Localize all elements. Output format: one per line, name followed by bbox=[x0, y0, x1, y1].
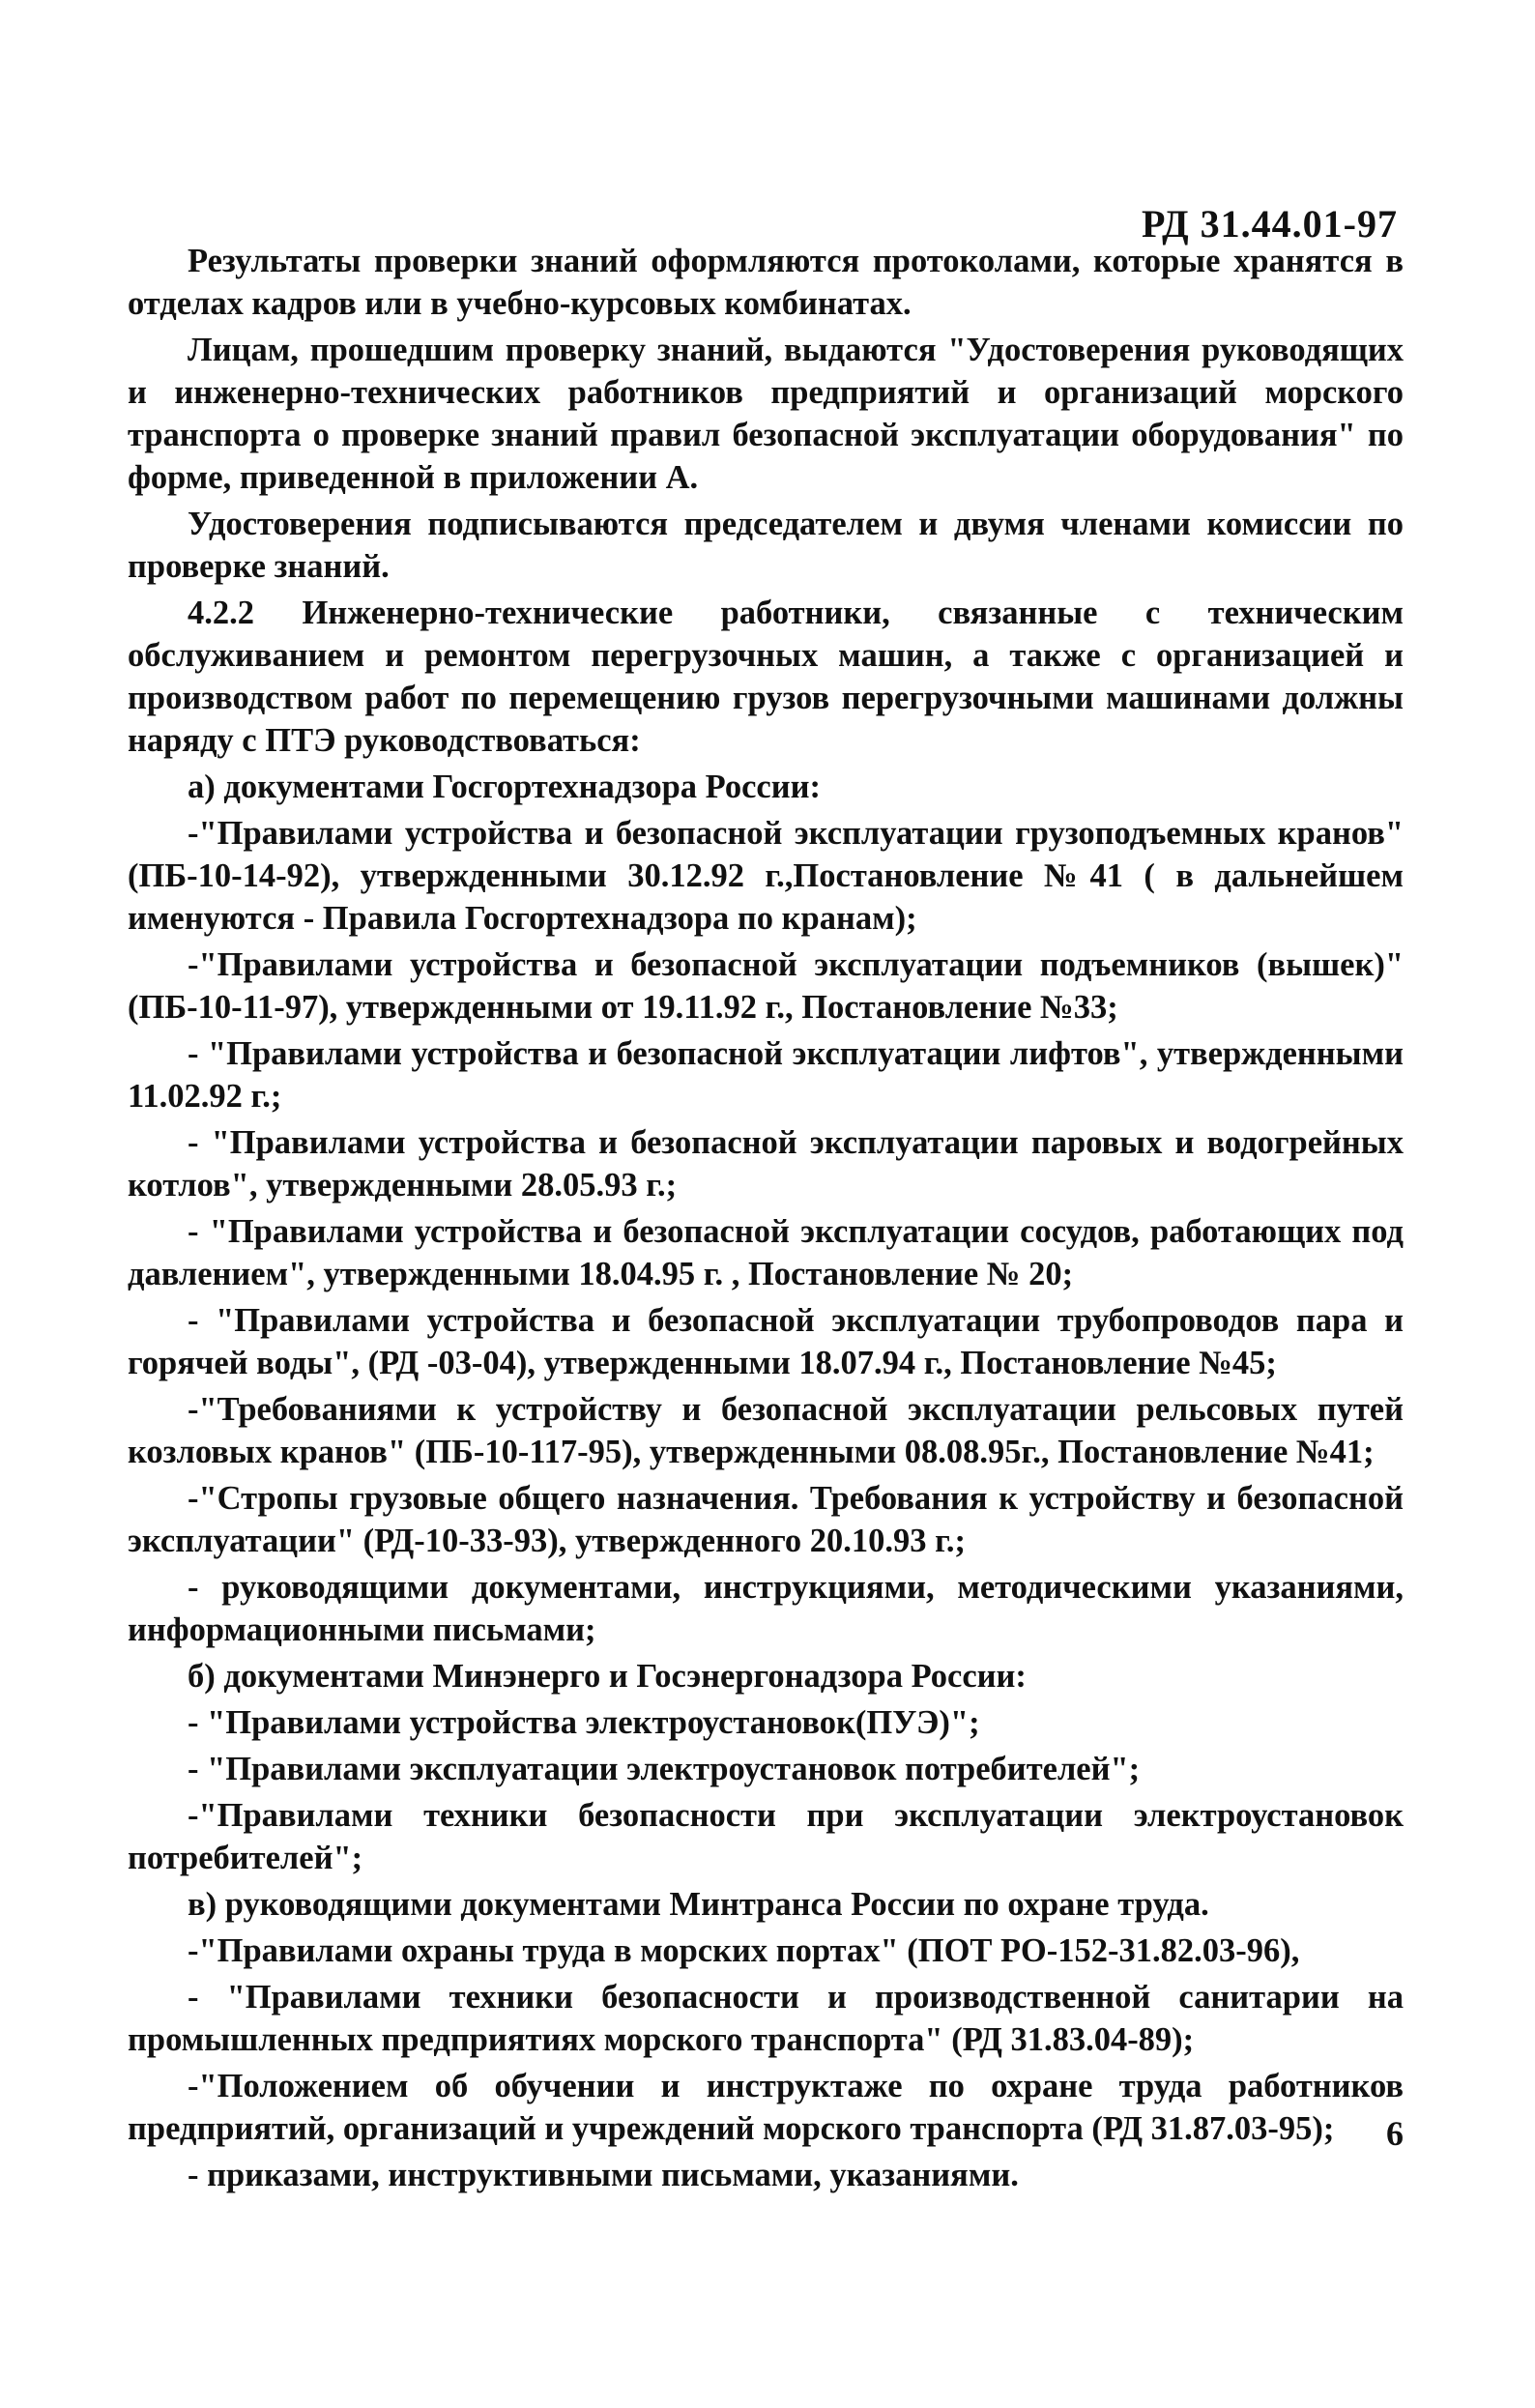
page-number: 6 bbox=[1386, 2114, 1404, 2153]
document-code: РД 31.44.01-97 bbox=[1142, 202, 1398, 246]
document-body bbox=[128, 240, 1404, 2200]
paragraph-section-4-2-2: 4.2.2 Инженерно-технические работники, связанные с техническим обслуживанием и ремонтом перегрузочных машин, а также с организацией и производством работ по перемещению грузов перегрузочными машинами должны наряду с ПТЭ руководствоваться: bbox=[128, 595, 1404, 759]
list-item: -"Требованиями к устройству и безопасной эксплуатации рельсовых путей козловых кранов" (ПБ-10-117-95), утвержденными 08.08.95г., Постановление №41; bbox=[128, 1391, 1404, 1470]
paragraph-results: Результаты проверки знаний оформляются протоколами, которые хранятся в отделах кадров или в учебно-курсовых комбинатах. bbox=[128, 243, 1404, 322]
list-item: - приказами, инструктивными письмами, указаниями. bbox=[188, 2157, 1019, 2193]
list-item: - "Правилами техники безопасности и производственной санитарии на промышленных предприятиях морского транспорта" (РД 31.83.04-89); bbox=[128, 1979, 1404, 2058]
paragraph-signatures: Удостоверения подписываются председателем и двумя членами комиссии по проверке знаний. bbox=[128, 506, 1404, 585]
list-item: -"Правилами устройства и безопасной эксплуатации грузоподъемных кранов"(ПБ-10-14-92), утвержденными 30.12.92 г.,Постановление №41 ( в дальнейшем именуются - Правила Госгортехнадзора по кранам); bbox=[128, 815, 1404, 937]
list-item: -"Правилами охраны труда в морских портах" (ПОТ РО-152-31.82.03-96), bbox=[188, 1932, 1300, 1969]
list-heading-a: а) документами Госгортехнадзора России: bbox=[188, 769, 821, 805]
list-item: - "Правилами устройства электроустановок(ПУЭ)"; bbox=[188, 1704, 980, 1741]
list-item: - "Правилами устройства и безопасной эксплуатации сосудов, работающих под давлением", утвержденными 18.04.95 г. , Постановление № 20; bbox=[128, 1213, 1404, 1292]
paragraph-certificates: Лицам, прошедшим проверку знаний, выдаются "Удостоверения руководящих и инженерно-технических работников предприятий и организаций морского транспорта о проверке знаний правил безопасной эксплуатации оборудования" по форме, приведенной в приложении А. bbox=[128, 332, 1404, 496]
list-item: - руководящими документами, инструкциями, методическими указаниями, информационными письмами; bbox=[128, 1569, 1404, 1648]
list-item: - "Правилами устройства и безопасной эксплуатации лифтов", утвержденными 11.02.92 г.; bbox=[128, 1035, 1404, 1115]
list-item: -"Положением об обучении и инструктаже по охране труда работников предприятий, организаций и учреждений морского транспорта (РД 31.87.03-95); bbox=[128, 2068, 1404, 2147]
list-item: -"Правилами устройства и безопасной эксплуатации подъемников (вышек)" (ПБ-10-11-97), утвержденными от 19.11.92 г., Постановление №33; bbox=[128, 946, 1404, 1026]
list-item: -"Правилами техники безопасности при эксплуатации электроустановок потребителей"; bbox=[128, 1797, 1404, 1876]
list-item: -"Стропы грузовые общего назначения. Требования к устройству и безопасной эксплуатации" (РД-10-33-93), утвержденного 20.10.93 г.; bbox=[128, 1480, 1404, 1559]
list-item: - "Правилами устройства и безопасной эксплуатации трубопроводов пара и горячей воды", (РД -03-04), утвержденными 18.07.94 г., Постановление №45; bbox=[128, 1302, 1404, 1381]
list-heading-b: б) документами Минэнерго и Госэнергонадзора России: bbox=[188, 1658, 1027, 1695]
list-item: - "Правилами устройства и безопасной эксплуатации паровых и водогрейных котлов", утвержденными 28.05.93 г.; bbox=[128, 1124, 1404, 1204]
list-item: - "Правилами эксплуатации электроустановок потребителей"; bbox=[188, 1751, 1141, 1787]
list-heading-c: в) руководящими документами Минтранса России по охране труда. bbox=[188, 1886, 1209, 1923]
